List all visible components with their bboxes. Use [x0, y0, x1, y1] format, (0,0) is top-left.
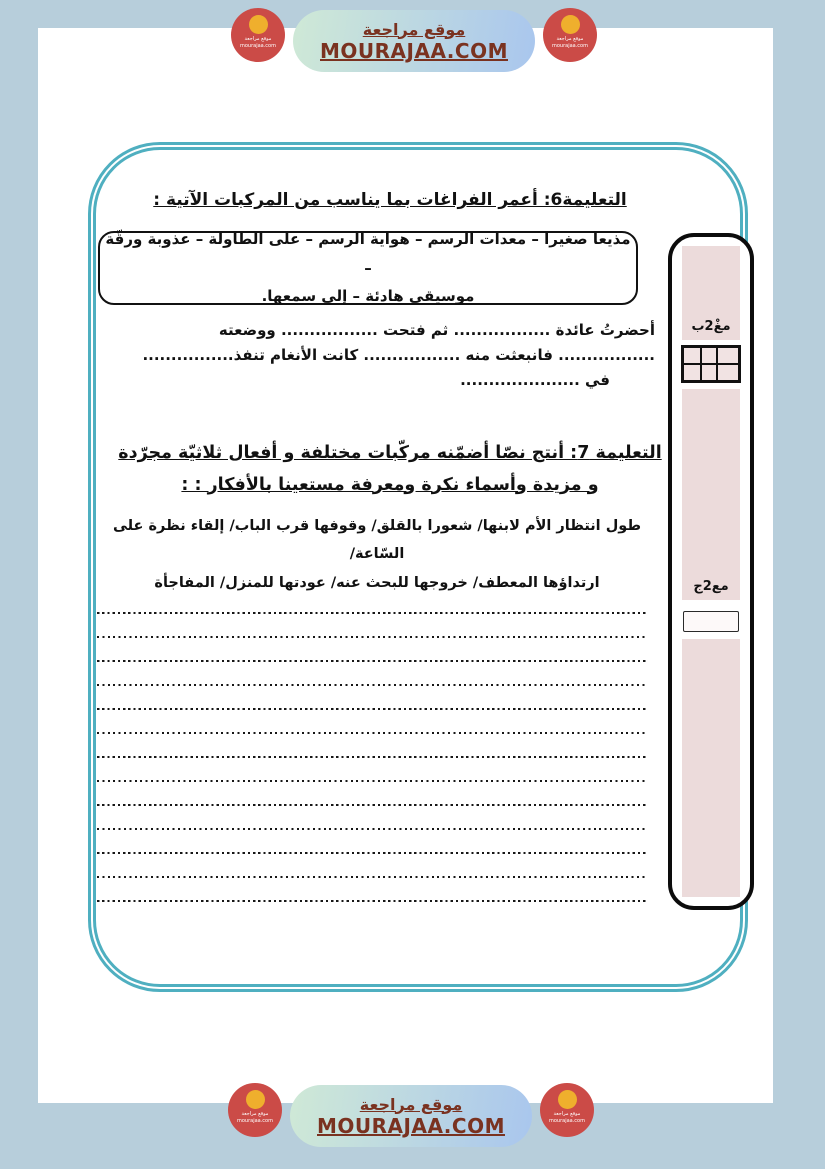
- word-bank-line2: موسيقى هادئة – إلى سمعها.: [261, 287, 475, 306]
- writing-line: [97, 612, 648, 614]
- fill-line1: أحضرتُ عائدة ................. ثم فتحت ................. ووضعته: [218, 321, 655, 339]
- badge-url-text: mourajaa.com: [551, 42, 588, 49]
- badge-url-text: mourajaa.com: [236, 1117, 273, 1124]
- site-name-arabic: موقع مراجعة: [362, 19, 466, 39]
- site-banner: [293, 10, 535, 72]
- pink-block-middle: [682, 389, 740, 600]
- writing-line: [97, 708, 648, 710]
- site-logo-badge: [543, 8, 597, 62]
- footer-brand-bar: [228, 1083, 594, 1147]
- site-name-arabic: موقع مراجعة: [359, 1094, 463, 1114]
- badge-text: موقع مراجعة: [556, 36, 584, 42]
- book-icon: [561, 15, 580, 34]
- site-domain: MOURAJAA.COM: [317, 1113, 505, 1138]
- word-bank-line1: مذيعا صغيرا – معدات الرسم – هواية الرسم – على الطاولة – عذوبة ورقّة –: [105, 230, 631, 277]
- class-code-bottom: مع2ج: [693, 579, 729, 594]
- score-grid-cell: [717, 347, 739, 364]
- badge-text: موقع مراجعة: [553, 1111, 581, 1117]
- badge-text: موقع مراجعة: [244, 36, 272, 42]
- site-logo-badge: [540, 1083, 594, 1137]
- instruction7-title: [110, 438, 670, 501]
- badge-text: موقع مراجعة: [241, 1111, 269, 1117]
- writing-line: [97, 780, 648, 782]
- writing-line: [97, 828, 648, 830]
- word-bank-box: [98, 231, 638, 305]
- instruction6-title: التعليمة6: أعمر الفراغات بما يناسب من المركبات الآتية :: [153, 190, 627, 210]
- writing-line: [97, 660, 648, 662]
- writing-line: [97, 804, 648, 806]
- class-code-top: مغْ2ب: [691, 319, 731, 334]
- badge-url-text: mourajaa.com: [548, 1117, 585, 1124]
- writing-line: [97, 636, 648, 638]
- writing-line: [97, 900, 648, 902]
- pink-block-top: [682, 246, 740, 340]
- margin-strip: [668, 233, 754, 910]
- score-grid-cell: [683, 364, 701, 381]
- header-brand-bar: [231, 8, 597, 72]
- writing-line: [97, 876, 648, 878]
- book-icon: [558, 1090, 577, 1109]
- book-icon: [249, 15, 268, 34]
- writing-line: [97, 852, 648, 854]
- instruction7-title-line1: التعليمة 7: أنتج نصّا أضمّنه مركّبات مختلفة و أفعال ثلاثيّة مجرّدة: [118, 443, 662, 463]
- writing-line: [97, 732, 648, 734]
- badge-url-text: mourajaa.com: [239, 42, 276, 49]
- writing-line: [97, 756, 648, 758]
- score-grid-cell: [683, 347, 701, 364]
- site-domain: MOURAJAA.COM: [320, 38, 508, 63]
- pink-block-bottom: [682, 639, 740, 897]
- ideas-line1: طول انتظار الأم لابنها/ شعورا بالقلق/ وقوفها قرب الباب/ إلقاء نظرة على السّاعة/: [112, 518, 642, 563]
- instruction7-title-line2: و مزيدة وأسماء نكرة ومعرفة مستعينا بالأفكار : :: [181, 474, 599, 495]
- site-logo-badge: [231, 8, 285, 62]
- ideas-line2: ارتداؤها المعطف/ خروجها للبحث عنه/ عودتها للمنزل/ المفاجأة: [154, 574, 600, 591]
- ideas-list: [97, 512, 657, 597]
- writing-line: [97, 684, 648, 686]
- book-icon: [246, 1090, 265, 1109]
- score-grid-cell: [701, 364, 717, 381]
- site-banner: [290, 1085, 532, 1147]
- site-logo-badge: [228, 1083, 282, 1137]
- writing-area: [97, 590, 648, 902]
- score-grid-cell: [701, 347, 717, 364]
- fill-in-text: [97, 318, 655, 393]
- fill-line3: في .....................: [460, 371, 610, 389]
- score-grid-cell: [717, 364, 739, 381]
- score-box: [683, 611, 739, 632]
- fill-line2: ................. فانبعثت منه ................. كانت الأنغام تنفذ................: [142, 346, 655, 364]
- score-grid: [681, 345, 741, 383]
